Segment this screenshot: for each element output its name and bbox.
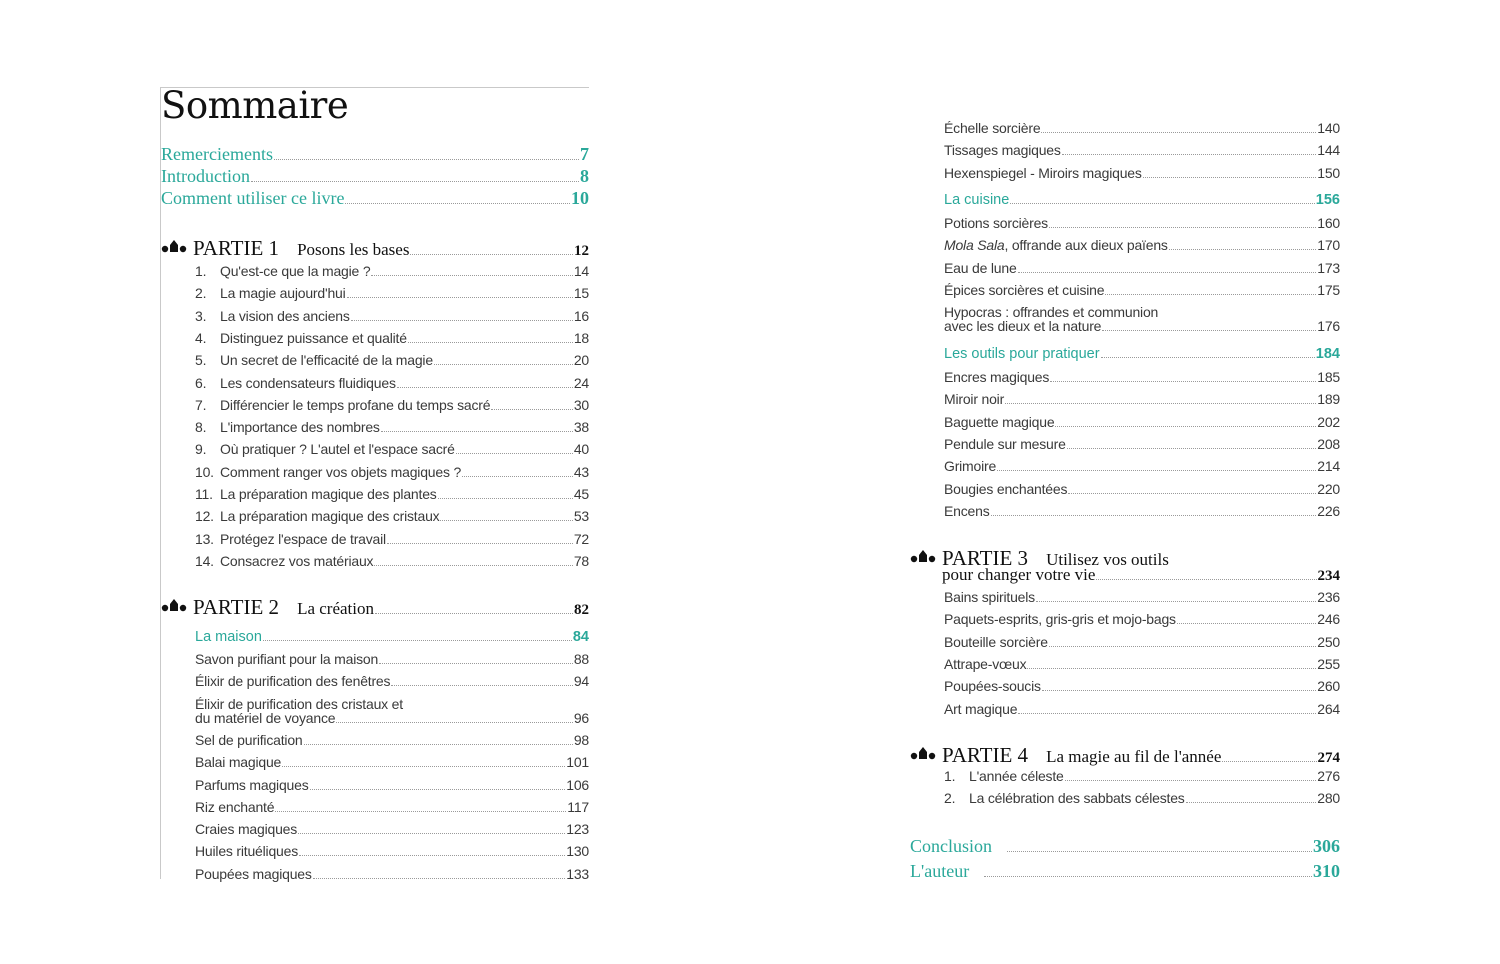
leader-dots xyxy=(282,765,565,767)
toc-label-italic: Mola Sala xyxy=(944,237,1005,254)
leader-dots xyxy=(1062,153,1317,155)
toc-label: Sel de purification xyxy=(195,731,303,748)
toc-entry[interactable] xyxy=(195,821,589,837)
leader-dots xyxy=(347,296,573,298)
leader-dots xyxy=(1169,248,1317,250)
toc-page: 260 xyxy=(1317,678,1340,695)
toc-page: 170 xyxy=(1317,237,1340,254)
leader-dots xyxy=(1143,176,1317,178)
toc-entry[interactable] xyxy=(195,651,589,667)
part-name-line2: pour changer votre vie xyxy=(942,565,1096,584)
toc-label: Encres magiques xyxy=(944,369,1050,385)
toc-number: 10. xyxy=(195,463,214,480)
toc-entry[interactable] xyxy=(944,503,1340,519)
toc-label: Encens xyxy=(944,502,990,519)
leader-dots xyxy=(375,612,573,614)
toc-entry[interactable] xyxy=(195,419,589,435)
leader-dots xyxy=(1067,447,1317,449)
toc-number: 2. xyxy=(195,285,207,302)
toc-label: Protégez l'espace de travail xyxy=(220,530,386,547)
toc-page: 94 xyxy=(573,673,589,690)
toc-page: 14 xyxy=(573,263,589,279)
toc-label: Échelle sorcière xyxy=(944,120,1041,136)
leader-dots xyxy=(1177,622,1316,624)
toc-page: 220 xyxy=(1317,480,1340,497)
leader-dots xyxy=(1027,667,1316,669)
toc-page: 185 xyxy=(1317,369,1340,385)
toc-entry[interactable] xyxy=(944,458,1340,474)
toc-entry[interactable] xyxy=(195,777,589,793)
toc-page: 234 xyxy=(1317,568,1340,584)
toc-page: 280 xyxy=(1317,790,1340,807)
toc-page: 255 xyxy=(1317,655,1340,672)
toc-label: Potions sorcières xyxy=(944,215,1048,231)
leader-dots xyxy=(310,788,566,790)
toc-page: 140 xyxy=(1317,120,1340,136)
toc-label: Eau de lune xyxy=(944,259,1017,276)
leader-dots xyxy=(1007,850,1312,852)
toc-label: Élixir de purification des fenêtres xyxy=(195,673,391,690)
toc-page: 208 xyxy=(1317,435,1340,452)
toc-page: 101 xyxy=(566,754,589,771)
leader-dots xyxy=(351,319,573,321)
leader-dots xyxy=(434,363,573,365)
toc-label: Où pratiquer ? L'autel et l'espace sacré xyxy=(220,441,455,458)
toc-label: Parfums magiques xyxy=(195,776,309,793)
part-tag: PARTIE 3 xyxy=(942,546,1029,570)
toc-page: 156 xyxy=(1315,192,1340,208)
toc-entry[interactable] xyxy=(944,282,1340,298)
toc-entry[interactable] xyxy=(944,678,1340,694)
leader-dots xyxy=(1101,356,1315,358)
toc-section-outils[interactable] xyxy=(944,346,1340,362)
leader-dots xyxy=(1186,801,1317,803)
toc-number: 5. xyxy=(195,352,207,369)
toc-label: Balai magique xyxy=(195,754,282,771)
leader-dots xyxy=(1096,578,1316,580)
toc-page: 274 xyxy=(1317,750,1340,766)
toc-label: Baguette magique xyxy=(944,413,1055,430)
toc-page: 123 xyxy=(566,821,589,838)
toc-entry[interactable] xyxy=(944,414,1340,430)
leader-dots xyxy=(1105,293,1316,295)
leader-dots xyxy=(374,564,572,566)
toc-number: 8. xyxy=(195,419,207,436)
leader-dots xyxy=(984,875,1312,877)
toc-label: , offrande aux dieux païens xyxy=(1004,237,1168,254)
toc-label: Les condensateurs fluidiques xyxy=(220,374,396,391)
toc-label: Qu'est-ce que la magie ? xyxy=(220,263,371,279)
toc-entry[interactable] xyxy=(944,481,1340,497)
toc-entry[interactable] xyxy=(195,754,589,770)
toc-page: 250 xyxy=(1317,633,1340,650)
toc-entry[interactable] xyxy=(944,768,1340,784)
toc-page: 226 xyxy=(1317,502,1340,519)
crown-leaf-icon xyxy=(910,547,936,565)
leader-dots xyxy=(1042,689,1316,691)
toc-entry[interactable] xyxy=(195,464,589,480)
leader-dots xyxy=(1065,779,1317,781)
toc-number: 12. xyxy=(195,508,214,525)
toc-page: 276 xyxy=(1317,768,1340,784)
toc-label: avec les dieux et la nature xyxy=(944,318,1102,335)
toc-entry[interactable] xyxy=(944,165,1340,181)
toc-number: 3. xyxy=(195,307,207,324)
toc-label: Craies magiques xyxy=(195,821,298,838)
toc-label: Tissages magiques xyxy=(944,142,1061,159)
part-tag: PARTIE 2 xyxy=(193,595,280,619)
leader-dots xyxy=(1049,226,1316,228)
leader-dots xyxy=(275,810,566,812)
toc-label: Conclusion xyxy=(910,836,993,856)
toc-entry[interactable] xyxy=(195,799,589,815)
part-name: La magie au fil de l'année xyxy=(1046,747,1222,766)
toc-label: La magie aujourd'hui xyxy=(220,285,346,302)
toc-part-2[interactable] xyxy=(161,595,589,620)
toc-label: Riz enchanté xyxy=(195,798,275,815)
toc-page: 7 xyxy=(580,144,589,164)
toc-entry[interactable] xyxy=(195,375,589,391)
toc-page: 133 xyxy=(566,865,589,882)
toc-entry[interactable] xyxy=(195,486,589,502)
toc-page: 88 xyxy=(573,651,589,667)
left-page xyxy=(160,84,589,882)
leader-dots xyxy=(1050,380,1316,382)
leader-dots xyxy=(1068,492,1316,494)
toc-label: La maison xyxy=(195,629,262,645)
toc-label: Miroir noir xyxy=(944,391,1005,408)
toc-label: Introduction xyxy=(161,166,250,186)
toc-page: 82 xyxy=(574,602,589,618)
leader-dots xyxy=(397,386,573,388)
toc-label: Épices sorcières et cuisine xyxy=(944,281,1105,298)
toc-page: 264 xyxy=(1317,700,1340,717)
toc-page: 150 xyxy=(1317,164,1340,181)
toc-label: La célébration des sabbats célestes xyxy=(969,790,1185,807)
toc-page: 160 xyxy=(1317,215,1340,231)
toc-page: 45 xyxy=(573,486,589,502)
leader-dots xyxy=(1036,600,1316,602)
toc-label: Poupées magiques xyxy=(195,865,312,882)
leader-dots xyxy=(379,662,573,664)
toc-entry[interactable] xyxy=(195,531,589,547)
toc-label: Comment utiliser ce livre xyxy=(161,188,345,208)
toc-page: 173 xyxy=(1317,259,1340,276)
toc-label: Hexenspiegel - Miroirs magiques xyxy=(944,164,1142,181)
crown-leaf-icon xyxy=(161,596,187,614)
toc-entry[interactable] xyxy=(944,369,1340,385)
toc-page: 214 xyxy=(1317,458,1340,475)
leader-dots xyxy=(298,832,565,834)
leader-dots xyxy=(991,514,1317,516)
toc-entry[interactable] xyxy=(944,656,1340,672)
toc-page: 16 xyxy=(573,307,589,324)
toc-label: Les outils pour pratiquer xyxy=(944,346,1100,362)
toc-number: 1. xyxy=(944,768,956,784)
toc-entry[interactable] xyxy=(944,260,1340,276)
toc-number: 4. xyxy=(195,329,207,346)
toc-entry[interactable] xyxy=(195,397,589,413)
toc-section-cuisine[interactable] xyxy=(944,192,1340,208)
toc-number: 1. xyxy=(195,263,207,279)
toc-label: Grimoire xyxy=(944,458,997,475)
toc-entry[interactable] xyxy=(944,142,1340,158)
toc-page: 310 xyxy=(1313,861,1340,881)
toc-page: 96 xyxy=(573,709,589,726)
leader-dots xyxy=(410,253,573,255)
toc-part-1[interactable] xyxy=(161,236,589,261)
leader-dots xyxy=(313,877,566,879)
toc-label: La préparation magique des plantes xyxy=(220,486,437,502)
leader-dots xyxy=(387,542,573,544)
toc-page: 10 xyxy=(571,188,589,208)
toc-entry[interactable] xyxy=(944,318,1340,334)
toc-label: Pendule sur mesure xyxy=(944,435,1066,452)
toc-page: 72 xyxy=(573,530,589,547)
leader-dots xyxy=(440,519,572,521)
toc-entry[interactable] xyxy=(195,285,589,301)
toc-label: Élixir de purification des cristaux et xyxy=(195,695,403,712)
toc-entry[interactable] xyxy=(195,843,589,859)
part-tag: PARTIE 1 xyxy=(193,236,280,260)
toc-page: 40 xyxy=(573,441,589,458)
leader-dots xyxy=(1102,329,1316,331)
toc-entry-auteur[interactable] xyxy=(910,861,1340,882)
crown-leaf-icon xyxy=(161,237,187,255)
toc-label: L'importance des nombres xyxy=(220,419,380,436)
toc-label: Bains spirituels xyxy=(944,589,1035,605)
toc-page: 38 xyxy=(573,419,589,436)
leader-dots xyxy=(391,684,572,686)
toc-label: Huiles rituéliques xyxy=(195,843,299,860)
leader-dots xyxy=(263,639,572,641)
toc-label: Paquets-esprits, gris-gris et mojo-bags xyxy=(944,611,1176,628)
toc-entry[interactable] xyxy=(195,441,589,457)
leader-dots xyxy=(408,341,573,343)
toc-number: 11. xyxy=(195,486,213,502)
part-tag: PARTIE 4 xyxy=(942,743,1029,767)
leader-dots xyxy=(1018,712,1316,714)
toc-number: 2. xyxy=(944,790,956,807)
toc-label: Attrape-vœux xyxy=(944,655,1027,672)
toc-label: Remerciements xyxy=(161,144,273,164)
toc-page: 144 xyxy=(1317,142,1340,159)
toc-page: 98 xyxy=(573,731,589,748)
toc-entry[interactable] xyxy=(944,790,1340,806)
toc-entry[interactable] xyxy=(195,732,589,748)
toc-number: 7. xyxy=(195,396,207,413)
part-name-line1: Utilisez vos outils xyxy=(1046,550,1169,569)
toc-entry[interactable] xyxy=(944,237,1340,253)
leader-dots xyxy=(1041,131,1316,133)
toc-number: 14. xyxy=(195,552,214,569)
toc-page: 306 xyxy=(1313,836,1340,856)
toc-label: Consacrez vos matériaux xyxy=(220,552,374,569)
toc-entry[interactable] xyxy=(195,553,589,569)
toc-label: Savon purifiant pour la maison xyxy=(195,651,379,667)
page-title: Sommaire xyxy=(161,84,349,127)
toc-page: 84 xyxy=(572,629,589,645)
toc-entry[interactable] xyxy=(195,330,589,346)
toc-label: Bougies enchantées xyxy=(944,480,1068,497)
toc-label: Différencier le temps profane du temps sacré xyxy=(220,396,491,413)
leader-dots xyxy=(304,743,573,745)
toc-page: 130 xyxy=(566,843,589,860)
leader-dots xyxy=(1049,645,1316,647)
toc-page: 53 xyxy=(573,508,589,525)
toc-label: La préparation magique des cristaux xyxy=(220,508,440,525)
toc-number: 13. xyxy=(195,530,214,547)
toc-page: 18 xyxy=(573,329,589,346)
toc-part-4[interactable] xyxy=(910,743,1340,768)
toc-entry[interactable] xyxy=(944,436,1340,452)
leader-dots xyxy=(462,475,573,477)
toc-page: 24 xyxy=(573,374,589,391)
leader-dots xyxy=(251,180,579,182)
toc-page: 202 xyxy=(1317,413,1340,430)
toc-entry[interactable] xyxy=(195,352,589,368)
toc-entry-comment-utiliser[interactable] xyxy=(161,188,589,209)
leader-dots xyxy=(336,721,572,723)
toc-page: 30 xyxy=(573,396,589,413)
toc-part-3[interactable] xyxy=(942,565,1340,585)
leader-dots xyxy=(456,452,573,454)
toc-entry-remerciements[interactable] xyxy=(161,144,589,165)
toc-label: Un secret de l'efficacité de la magie xyxy=(220,352,433,369)
toc-page: 78 xyxy=(573,552,589,569)
toc-page: 236 xyxy=(1317,589,1340,605)
toc-section-maison[interactable] xyxy=(195,629,589,645)
toc-label: Hypocras : offrandes et communion xyxy=(944,304,1159,321)
toc-page: 117 xyxy=(567,798,589,815)
leader-dots xyxy=(1018,271,1317,273)
toc-label: L'auteur xyxy=(910,861,970,881)
toc-entry[interactable] xyxy=(944,611,1340,627)
leader-dots xyxy=(1055,425,1316,427)
leader-dots xyxy=(491,408,573,410)
toc-entry[interactable] xyxy=(944,701,1340,717)
leader-dots xyxy=(371,274,572,276)
leader-dots xyxy=(381,430,573,432)
leader-dots xyxy=(1010,202,1315,204)
toc-page: 246 xyxy=(1317,611,1340,628)
toc-entry[interactable] xyxy=(944,391,1340,407)
leader-dots xyxy=(997,469,1316,471)
toc-entry[interactable] xyxy=(195,866,589,882)
toc-label: Bouteille sorcière xyxy=(944,633,1048,650)
toc-label: du matériel de voyance xyxy=(195,709,336,726)
part-name: La création xyxy=(297,599,374,618)
toc-page: 15 xyxy=(573,285,589,302)
toc-entry[interactable] xyxy=(944,589,1340,605)
toc-page: 12 xyxy=(574,243,589,259)
toc-page: 175 xyxy=(1317,281,1340,298)
toc-page: 189 xyxy=(1317,391,1340,408)
toc-entry-introduction[interactable] xyxy=(161,166,589,187)
toc-entry[interactable] xyxy=(944,215,1340,231)
leader-dots xyxy=(345,202,570,204)
leader-dots xyxy=(1005,402,1316,404)
toc-page: 20 xyxy=(573,352,589,369)
toc-label: La cuisine xyxy=(944,192,1010,208)
toc-entry[interactable] xyxy=(195,263,589,279)
toc-page: 43 xyxy=(573,463,589,480)
toc-label: La vision des anciens xyxy=(220,307,350,324)
toc-page: 8 xyxy=(580,166,589,186)
toc-entry[interactable] xyxy=(195,710,589,726)
leader-dots xyxy=(299,854,565,856)
toc-label: Comment ranger vos objets magiques ? xyxy=(220,463,462,480)
leader-dots xyxy=(1222,760,1316,762)
toc-label: Poupées-soucis xyxy=(944,678,1041,695)
toc-page: 176 xyxy=(1317,318,1340,335)
toc-label: Distinguez puissance et qualité xyxy=(220,329,407,346)
toc-entry[interactable] xyxy=(195,508,589,524)
toc-entry-conclusion[interactable] xyxy=(910,836,1340,857)
toc-label: L'année céleste xyxy=(969,768,1064,784)
toc-number: 6. xyxy=(195,374,207,391)
leader-dots xyxy=(274,158,579,160)
leader-dots xyxy=(438,497,573,499)
toc-entry[interactable] xyxy=(195,673,589,689)
toc-entry[interactable] xyxy=(944,120,1340,136)
crown-leaf-icon xyxy=(910,744,936,762)
toc-entry[interactable] xyxy=(195,308,589,324)
toc-number: 9. xyxy=(195,441,207,458)
part-name: Posons les bases xyxy=(297,240,410,259)
toc-entry[interactable] xyxy=(944,634,1340,650)
toc-label: Art magique xyxy=(944,700,1018,717)
toc-page: 184 xyxy=(1315,346,1340,362)
toc-page: 106 xyxy=(566,776,589,793)
